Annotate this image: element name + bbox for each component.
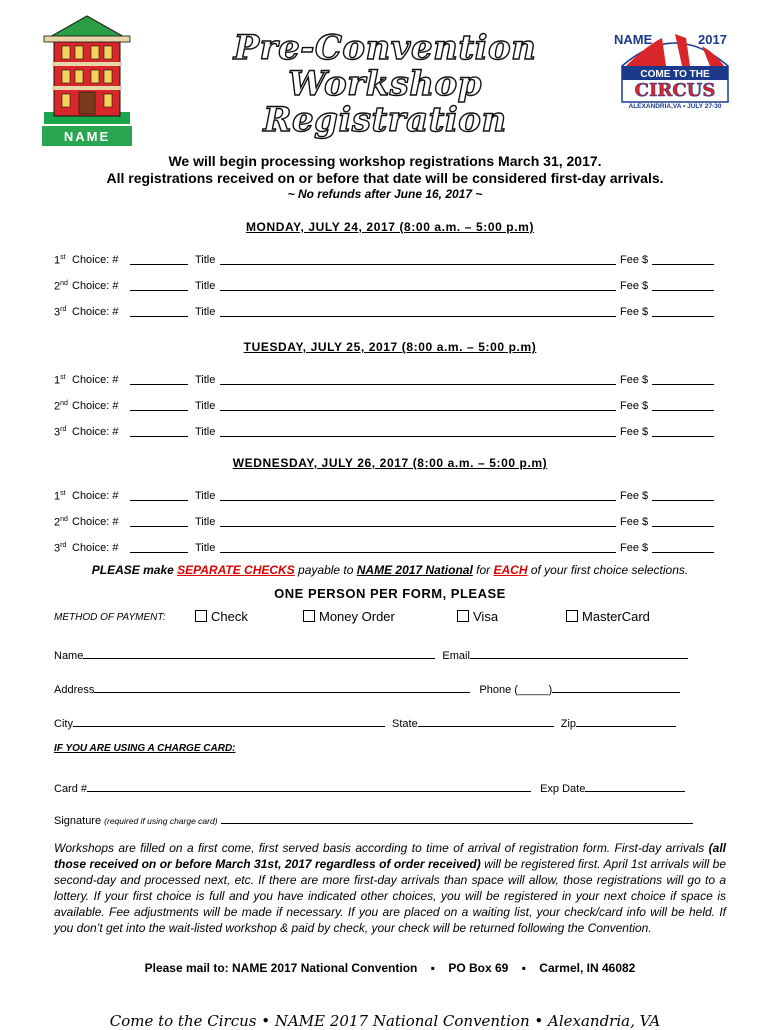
- choice-label: Choice: #: [72, 306, 119, 318]
- fee-label: Fee $: [620, 400, 649, 412]
- mail-city: Carmel, IN 46082: [539, 961, 636, 975]
- visa-checkbox[interactable]: [457, 610, 469, 622]
- choice-row: [54, 374, 716, 390]
- exp-date-field[interactable]: [585, 781, 685, 792]
- name-label: Name: [54, 650, 84, 662]
- payment-label: METHOD OF PAYMENT:: [54, 612, 166, 623]
- choice-row: [54, 254, 716, 270]
- name-house-logo: [42, 14, 132, 148]
- intro-line-2: All registrations received on or before that date will be considered first-day arrivals.: [106, 170, 664, 186]
- choice-number: 3: [54, 426, 61, 439]
- choice-ordinal: [54, 254, 66, 267]
- workshop-title-field[interactable]: [220, 426, 616, 437]
- workshop-number-field[interactable]: [130, 490, 188, 501]
- house-logo-label: NAME: [63, 129, 111, 144]
- money-order-checkbox[interactable]: [303, 610, 315, 622]
- state-field[interactable]: [418, 716, 554, 727]
- mail-box: PO Box 69: [448, 961, 509, 975]
- choice-label: Choice: #: [72, 516, 119, 528]
- title-label: Title: [195, 306, 216, 318]
- choice-label: Choice: #: [72, 400, 119, 412]
- checks-note-part3: payable to: [294, 563, 357, 577]
- fee-field[interactable]: [652, 374, 714, 385]
- fee-field[interactable]: [652, 400, 714, 411]
- choice-number: 1: [54, 254, 61, 267]
- circus-logo-name: NAME: [614, 32, 653, 47]
- choice-ordinal: [54, 374, 66, 387]
- circus-logo-tagline: COME TO THE: [640, 69, 710, 80]
- choice-number: 2: [54, 516, 61, 529]
- refund-note: ~ No refunds after June 16, 2017 ~: [287, 187, 483, 201]
- checks-note-separate: SEPARATE CHECKS: [177, 563, 295, 577]
- workshop-title-field[interactable]: [220, 280, 616, 291]
- fee-field[interactable]: [652, 542, 714, 553]
- title-line-2: Workshop Registration: [263, 64, 507, 140]
- fee-field[interactable]: [652, 280, 714, 291]
- choice-suffix: st: [60, 490, 66, 497]
- workshop-title-field[interactable]: [220, 542, 616, 553]
- page-title: [170, 30, 600, 138]
- choice-label: Choice: #: [72, 374, 119, 386]
- choice-suffix: st: [60, 254, 66, 261]
- choice-number: 1: [54, 374, 61, 387]
- day-heading: MONDAY, JULY 24, 2017 (8:00 a.m. – 5:00 p.m): [245, 220, 535, 234]
- choice-row: [54, 280, 716, 296]
- choice-suffix: nd: [60, 516, 68, 523]
- house-icon: [42, 14, 132, 148]
- fee-field[interactable]: [652, 254, 714, 265]
- check-checkbox[interactable]: [195, 610, 207, 622]
- title-label: Title: [195, 400, 216, 412]
- address-field[interactable]: [94, 682, 470, 693]
- email-field[interactable]: [470, 648, 688, 659]
- checks-note-payee: NAME 2017 National: [356, 563, 473, 577]
- choice-number: 1: [54, 490, 61, 503]
- payment-option-check[interactable]: [195, 609, 248, 624]
- circus-logo-word: CIRCUS: [634, 80, 716, 101]
- title-label: Title: [195, 374, 216, 386]
- email-label: Email: [442, 650, 470, 662]
- choice-row: [54, 400, 716, 416]
- workshop-title-field[interactable]: [220, 400, 616, 411]
- fee-field[interactable]: [652, 306, 714, 317]
- fee-label: Fee $: [620, 516, 649, 528]
- circus-logo-year: 2017: [698, 32, 727, 47]
- choice-number: 3: [54, 542, 61, 555]
- choice-label: Choice: #: [72, 542, 119, 554]
- address-label: Address: [54, 684, 95, 696]
- choice-suffix: rd: [60, 542, 67, 549]
- choice-label: Choice: #: [72, 280, 119, 292]
- choice-suffix: nd: [60, 400, 68, 407]
- fee-field[interactable]: [652, 426, 714, 437]
- payment-option-mastercard[interactable]: [566, 609, 650, 624]
- mail-prefix: Please mail to: NAME 2017 National Convention: [144, 961, 418, 975]
- fee-label: Fee $: [620, 542, 649, 554]
- bottom-strip: Come to the Circus • NAME 2017 National Convention • Alexandria, VA: [109, 1012, 661, 1030]
- workshop-number-field[interactable]: [130, 254, 188, 265]
- choice-label: Choice: #: [72, 254, 119, 266]
- choice-ordinal: [54, 542, 66, 555]
- city-field[interactable]: [73, 716, 385, 727]
- checks-note-part7: of your first choice selections.: [527, 563, 689, 577]
- choice-row: [54, 516, 716, 532]
- choice-suffix: rd: [60, 306, 67, 313]
- payment-option-money-order[interactable]: [303, 609, 395, 624]
- choice-suffix: st: [60, 374, 66, 381]
- workshop-number-field[interactable]: [130, 374, 188, 385]
- circus-tent-icon: [606, 26, 744, 110]
- card-row: [54, 781, 685, 795]
- day-heading: WEDNESDAY, JULY 26, 2017 (8:00 a.m. – 5:00 p.m): [232, 456, 548, 470]
- choice-label: Choice: #: [72, 490, 119, 502]
- workshop-number-field[interactable]: [130, 426, 188, 437]
- title-label: Title: [195, 280, 216, 292]
- fee-field[interactable]: [652, 516, 714, 527]
- bullet-icon: ▪: [521, 961, 526, 975]
- payment-option-visa[interactable]: [457, 609, 498, 624]
- policy-part-1: Workshops are filled on a first come, first served basis according to time of arrival of registration form. First-day arrivals: [54, 841, 709, 855]
- title-label: Title: [195, 490, 216, 502]
- exp-date-label: Exp Date: [540, 783, 586, 795]
- card-number-label: Card #: [54, 783, 88, 795]
- signature-field[interactable]: [221, 813, 693, 824]
- policy-part-2: will be registered first. April 1st arrivals will be second-day and processed next, etc. If there are more first-day arrivals than space will allow, those registrations will go to a lottery. If your first choice is full and you have indicated other choices, you will be registered in your next choice if space is available. Fee adjustments will be made if necessary. If you are placed on a waiting list, your check/card info will be held. If you don’t get into the wait-listed workshop & paid by check, your check will be returned following the Convention.: [54, 857, 726, 935]
- choice-suffix: rd: [60, 426, 67, 433]
- name-row: [54, 648, 688, 662]
- choice-number: 2: [54, 280, 61, 293]
- intro-line-1: We will begin processing workshop registrations March 31, 2017.: [168, 153, 602, 169]
- choice-ordinal: [54, 400, 68, 413]
- phone-field[interactable]: [552, 682, 680, 693]
- policy-bold: (all those received on or before March 31st, 2017 regardless of order received): [54, 841, 726, 871]
- checks-note-part5: for: [472, 563, 494, 577]
- title-label: Title: [195, 516, 216, 528]
- bullet-icon: ▪: [430, 961, 435, 975]
- choice-suffix: nd: [60, 280, 68, 287]
- city-row: [54, 716, 676, 730]
- workshop-number-field[interactable]: [130, 516, 188, 527]
- choice-ordinal: [54, 306, 66, 319]
- choice-ordinal: [54, 426, 66, 439]
- address-row: [54, 682, 680, 696]
- workshop-title-field[interactable]: [220, 254, 616, 265]
- choice-number: 2: [54, 400, 61, 413]
- checks-note-part1: PLEASE make: [91, 563, 178, 577]
- workshop-title-field[interactable]: [220, 490, 616, 501]
- choice-row: [54, 426, 716, 442]
- workshop-number-field[interactable]: [130, 400, 188, 411]
- policy-paragraph: [54, 840, 726, 936]
- workshop-title-field[interactable]: [220, 306, 616, 317]
- fee-field[interactable]: [652, 490, 714, 501]
- name-field[interactable]: [83, 648, 435, 659]
- choice-row: [54, 542, 716, 558]
- choice-number: 3: [54, 306, 61, 319]
- charge-card-heading: IF YOU ARE USING A CHARGE CARD:: [54, 743, 236, 754]
- one-person-heading: ONE PERSON PER FORM, PLEASE: [274, 586, 506, 601]
- workshop-number-field[interactable]: [130, 280, 188, 291]
- fee-label: Fee $: [620, 374, 649, 386]
- fee-label: Fee $: [620, 426, 649, 438]
- checks-note: [0, 563, 770, 577]
- title-label: Title: [195, 542, 216, 554]
- choice-ordinal: [54, 490, 66, 503]
- zip-label: Zip: [560, 718, 577, 730]
- choice-label: Choice: #: [72, 426, 119, 438]
- signature-row: [54, 813, 693, 827]
- workshop-number-field[interactable]: [130, 542, 188, 553]
- signature-label: Signature: [54, 815, 102, 827]
- checks-note-each: EACH: [493, 563, 528, 577]
- card-number-field[interactable]: [87, 781, 531, 792]
- fee-label: Fee $: [620, 254, 649, 266]
- mail-to: [54, 961, 726, 975]
- workshop-number-field[interactable]: [130, 306, 188, 317]
- workshop-title-field[interactable]: [220, 374, 616, 385]
- payment-option-money-order-label: Money Order: [319, 609, 395, 624]
- choice-row: [54, 306, 716, 322]
- payment-option-check-label: Check: [211, 609, 248, 624]
- signature-note: (required if using charge card): [104, 816, 218, 826]
- fee-label: Fee $: [620, 490, 649, 502]
- circus-logo: [606, 26, 744, 110]
- choice-row: [54, 490, 716, 506]
- title-label: Title: [195, 426, 216, 438]
- title-label: Title: [195, 254, 216, 266]
- day-heading: TUESDAY, JULY 25, 2017 (8:00 a.m. – 5:00 p.m): [243, 340, 537, 354]
- city-label: City: [54, 718, 73, 730]
- choice-ordinal: [54, 516, 68, 529]
- title-line-1: Pre-Convention: [233, 28, 537, 68]
- fee-label: Fee $: [620, 306, 649, 318]
- zip-field[interactable]: [576, 716, 676, 727]
- choice-ordinal: [54, 280, 68, 293]
- payment-option-mastercard-label: MasterCard: [582, 609, 650, 624]
- workshop-title-field[interactable]: [220, 516, 616, 527]
- phone-label: Phone (_____): [479, 684, 553, 696]
- mastercard-checkbox[interactable]: [566, 610, 578, 622]
- fee-label: Fee $: [620, 280, 649, 292]
- state-label: State: [392, 718, 418, 730]
- circus-logo-location: ALEXANDRIA,VA • JULY 27-30: [628, 103, 722, 110]
- payment-option-visa-label: Visa: [473, 609, 499, 624]
